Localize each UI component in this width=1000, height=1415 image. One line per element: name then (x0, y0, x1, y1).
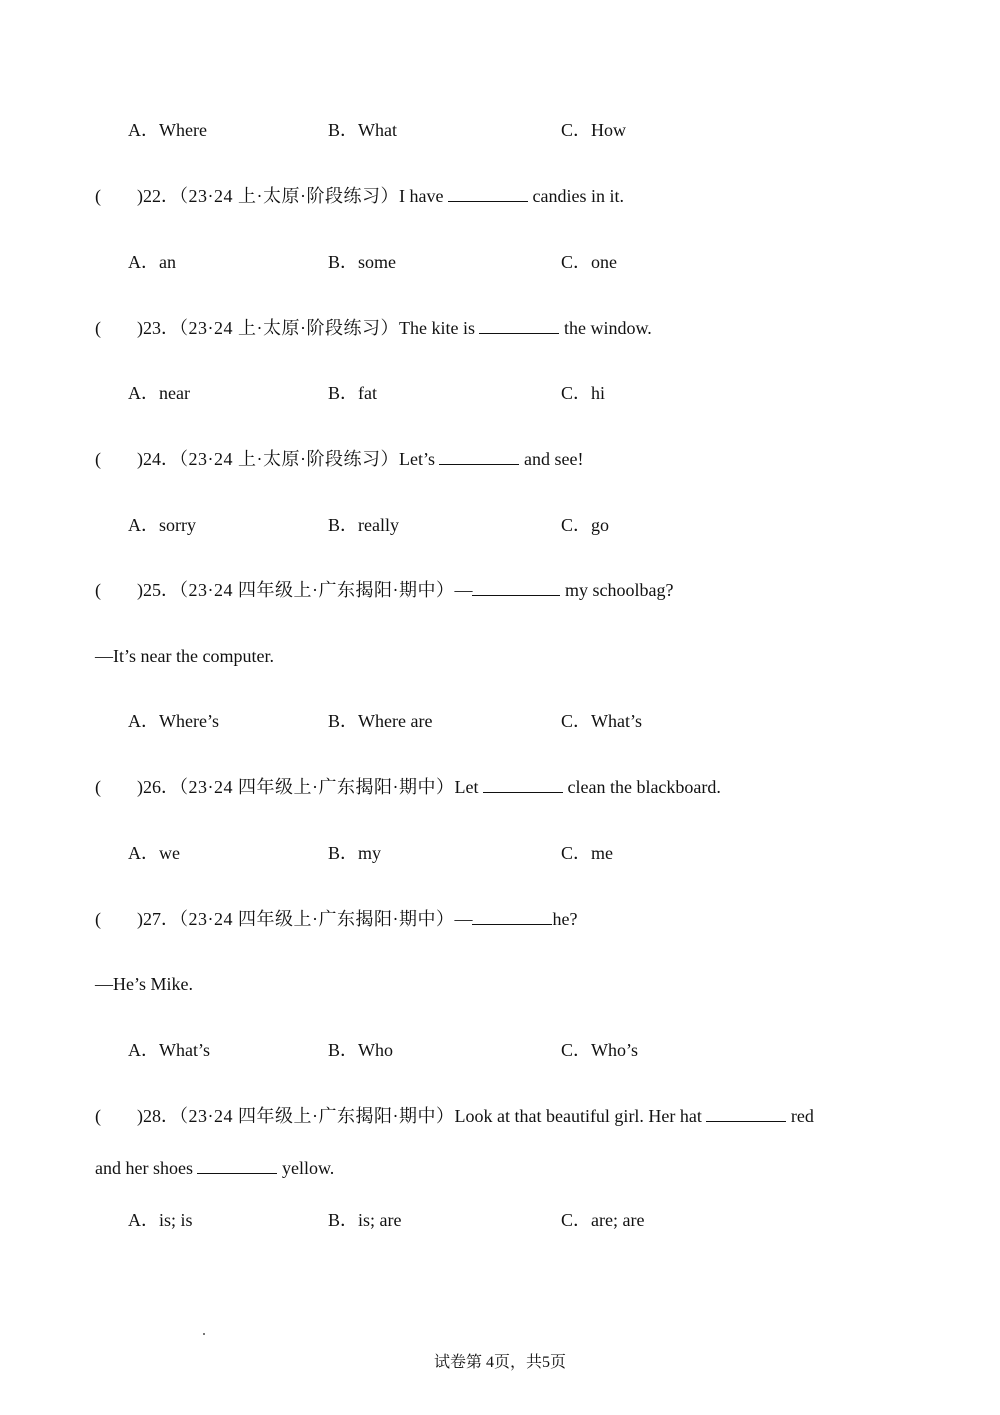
q23-option-c: C．hi (561, 383, 606, 403)
answer-blank (197, 1156, 277, 1174)
q23-option-a: A．near (128, 383, 190, 403)
answer-blank (706, 1104, 786, 1122)
q28-option-c: C．are; are (561, 1210, 645, 1230)
q27-option-b: B．Who (328, 1040, 393, 1060)
q25-stem (95, 578, 673, 602)
question-source: （23·24 上·太原·阶段练习） (179, 318, 399, 338)
q25-option-a: A．Where’s (128, 711, 219, 731)
q25-options (0, 709, 1000, 733)
q22-option-b: B．some (328, 252, 397, 272)
question-number: )26． (137, 777, 179, 797)
q22-options (0, 250, 1000, 274)
answer-paren: ( (95, 318, 101, 338)
q24-stem (95, 447, 583, 471)
answer-blank (448, 184, 528, 202)
stray-dot (203, 1333, 205, 1335)
q21-options (0, 118, 1000, 142)
answer-paren: ( (95, 777, 101, 797)
stem-text: red (786, 1106, 814, 1126)
answer-blank (472, 907, 552, 925)
page-footer: 试卷第 4页，共5页 (433, 1354, 566, 1371)
stem-text: candies in it. (527, 186, 624, 206)
q23-option-b: B．fat (328, 383, 377, 403)
answer-blank (439, 447, 519, 465)
q28-options (0, 1208, 1000, 1232)
q24-option-a: A．sorry (128, 515, 196, 535)
question-source: （23·24 四年级上·广东揭阳·期中） (179, 1106, 455, 1126)
question-source: （23·24 四年级上·广东揭阳·期中） (179, 580, 455, 600)
q25-response: —It’s near the computer. (95, 646, 274, 666)
question-number: )22． (137, 186, 179, 206)
q25-option-b: B．Where are (328, 711, 433, 731)
stem-text: my schoolbag? (560, 580, 674, 600)
q22-option-c: C．one (561, 252, 617, 272)
stem-text: I have (398, 186, 448, 206)
q27-option-a: A．What’s (128, 1040, 210, 1060)
q27-option-c: C．Who’s (561, 1040, 639, 1060)
stem-text: — (454, 909, 473, 929)
q21-option-b: B．What (328, 120, 397, 140)
answer-paren: ( (95, 580, 101, 600)
question-number: )23． (137, 318, 179, 338)
q28-stem (95, 1104, 814, 1128)
question-source: （23·24 上·太原·阶段练习） (179, 449, 399, 469)
q26-options (0, 841, 1000, 865)
stem-text: yellow. (277, 1158, 335, 1178)
answer-blank (472, 578, 560, 596)
question-number: )25． (137, 580, 179, 600)
q21-option-a: A．Where (128, 120, 207, 140)
stem-text: — (454, 580, 473, 600)
q22-option-a: A．an (128, 252, 176, 272)
question-source: （23·24 上·太原·阶段练习） (179, 186, 399, 206)
q26-stem (95, 775, 721, 799)
q27-response: —He’s Mike. (95, 974, 193, 994)
stem-text: and see! (519, 449, 584, 469)
stem-text: The kite is (398, 318, 480, 338)
q24-option-b: B．really (328, 515, 399, 535)
stem-text: clean the blackboard. (562, 777, 721, 797)
answer-paren: ( (95, 186, 101, 206)
stem-text: he? (552, 909, 578, 929)
stem-text: Let’s (398, 449, 440, 469)
q27-options (0, 1038, 1000, 1062)
answer-paren: ( (95, 909, 101, 929)
q26-option-b: B．my (328, 843, 382, 863)
stem-text: Look at that beautiful girl. Her hat (454, 1106, 707, 1126)
answer-blank (479, 316, 559, 334)
q28-stem-continued (95, 1156, 334, 1180)
q23-options (0, 381, 1000, 405)
answer-paren: ( (95, 1106, 101, 1126)
q21-option-c: C．How (561, 120, 627, 140)
q24-options (0, 513, 1000, 537)
answer-paren: ( (95, 449, 101, 469)
q24-option-c: C．go (561, 515, 610, 535)
q26-option-a: A．we (128, 843, 180, 863)
q23-stem (95, 316, 652, 340)
question-number: )24． (137, 449, 179, 469)
q25-option-c: C．What’s (561, 711, 642, 731)
answer-blank (483, 775, 563, 793)
question-source: （23·24 四年级上·广东揭阳·期中） (179, 777, 455, 797)
stem-text: the window. (559, 318, 652, 338)
q22-stem (95, 184, 624, 208)
q28-option-a: A．is; is (128, 1210, 193, 1230)
question-number: )28． (137, 1106, 179, 1126)
question-source: （23·24 四年级上·广东揭阳·期中） (179, 909, 455, 929)
question-number: )27． (137, 909, 179, 929)
q26-option-c: C．me (561, 843, 613, 863)
stem-text: and her shoes (95, 1158, 198, 1178)
stem-text: Let (454, 777, 483, 797)
q28-option-b: B．is; are (328, 1210, 402, 1230)
q27-stem (95, 907, 577, 931)
